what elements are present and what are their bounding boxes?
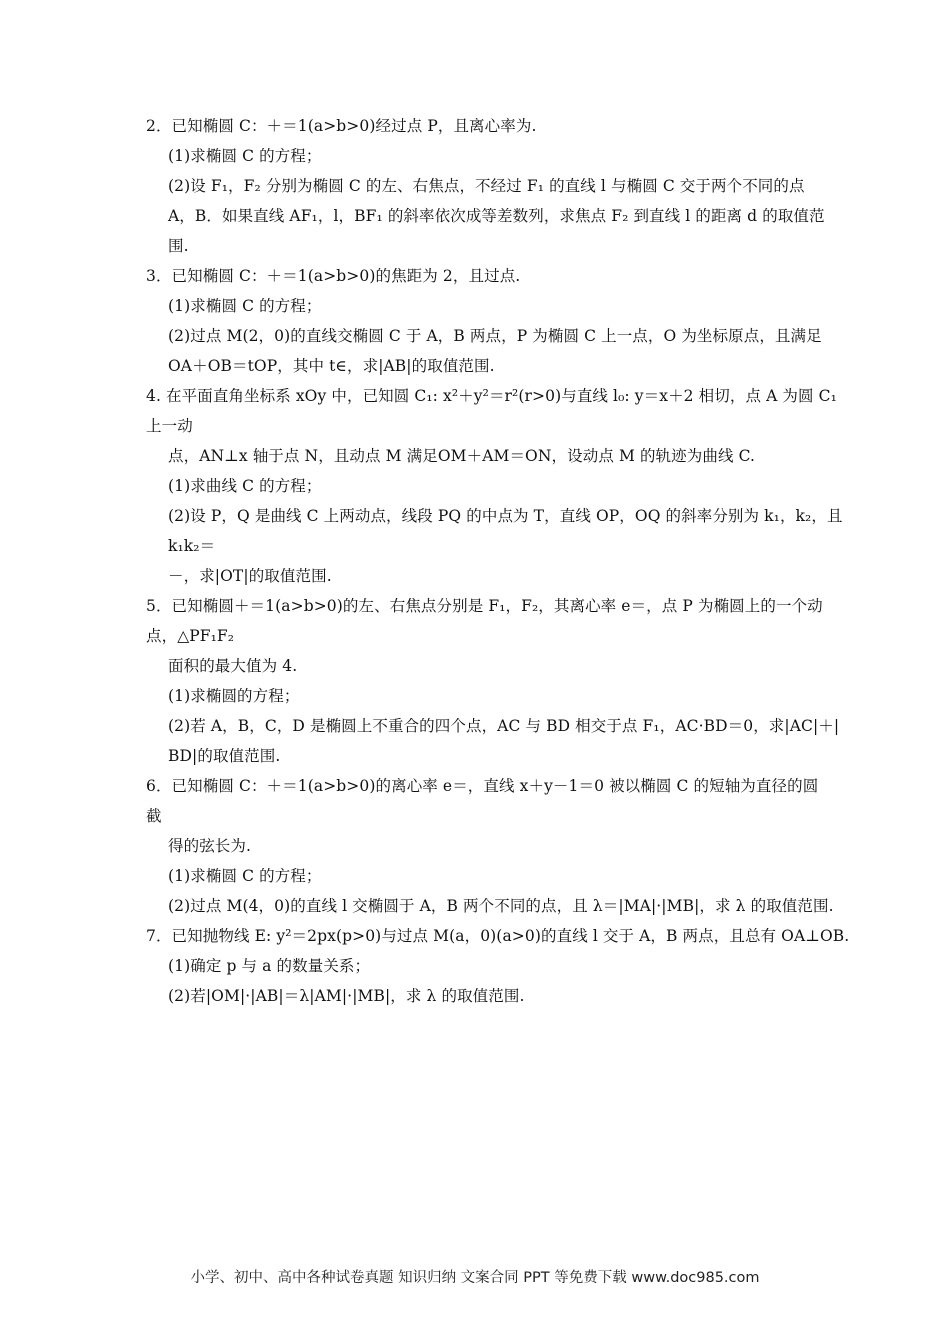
problem-5-stem-line-2: 点，△PF₁F₂ (146, 627, 235, 645)
problem-2-stem: 2．已知椭圆 C：＋＝1(a>b>0)经过点 P，且离心率为. (146, 117, 537, 135)
problem-5-stem-line-1: 5．已知椭圆＋＝1(a>b>0)的左、右焦点分别是 F₁，F₂，其离心率 e＝，点 P 为椭圆上的一个动 (146, 597, 823, 615)
problem-6-part-2: (2)过点 M(4，0)的直线 l 交椭圆于 A，B 两个不同的点，且 λ＝|MA|·|MB|，求 λ 的取值范围. (168, 897, 834, 915)
problem-6-stem-line-3: 得的弦长为. (168, 837, 252, 855)
problem-4-part-2-line-1: (2)设 P，Q 是曲线 C 上两动点，线段 PQ 的中点为 T，直线 OP，OQ 的斜率分别为 k₁，k₂，且 (168, 507, 843, 525)
problem-7-part-1: (1)确定 p 与 a 的数量关系； (168, 957, 371, 975)
problem-5-part-2-line-2: BD|的取值范围. (168, 747, 281, 765)
problem-2-part-2-line-1: (2)设 F₁，F₂ 分别为椭圆 C 的左、右焦点，不经过 F₁ 的直线 l 与椭圆 C 交于两个不同的点 (168, 177, 805, 195)
problem-2-part-2-line-3: 围. (168, 237, 189, 255)
problem-4-part-2-line-3: －，求|OT|的取值范围. (168, 567, 332, 585)
problem-2-part-2-line-2: A，B．如果直线 AF₁，l，BF₁ 的斜率依次成等差数列，求焦点 F₂ 到直线 l 的距离 d 的取值范 (168, 207, 825, 225)
problem-3-part-2-line-2: OA＋OB＝tOP，其中 t∈，求|AB|的取值范围. (168, 357, 495, 375)
problem-5-stem-line-3: 面积的最大值为 4. (168, 657, 298, 675)
problem-4-stem-line-2: 上一动 (146, 417, 193, 435)
problem-5-part-1: (1)求椭圆的方程； (168, 687, 300, 705)
problem-3-part-2-line-1: (2)过点 M(2，0)的直线交椭圆 C 于 A，B 两点，P 为椭圆 C 上一点，O 为坐标原点，且满足 (168, 327, 822, 345)
page-footer: 小学、初中、高中各种试卷真题 知识归纳 文案合同 PPT 等免费下载 www.doc985.com (190, 1270, 760, 1286)
problem-4-stem-line-1: 4. 在平面直角坐标系 xOy 中，已知圆 C₁: x²＋y²＝r²(r>0)与直线 l₀: y＝x＋2 相切，点 A 为圆 C₁ (146, 387, 837, 405)
problem-7-stem: 7．已知抛物线 E: y²＝2px(p>0)与过点 M(a，0)(a>0)的直线 l 交于 A，B 两点，且总有 OA⊥OB. (146, 927, 850, 945)
problem-6-part-1: (1)求椭圆 C 的方程； (168, 867, 322, 885)
problem-2-part-1: (1)求椭圆 C 的方程； (168, 147, 322, 165)
problem-list (146, 114, 850, 1014)
problem-5-part-2-line-1: (2)若 A，B，C，D 是椭圆上不重合的四个点，AC 与 BD 相交于点 F₁，AC·BD＝0，求|AC|＋| (168, 717, 840, 735)
problem-3-part-1: (1)求椭圆 C 的方程； (168, 297, 322, 315)
problem-4-part-1: (1)求曲线 C 的方程； (168, 477, 322, 495)
problem-6-stem-line-2: 截 (146, 807, 162, 825)
problem-3-stem: 3．已知椭圆 C：＋＝1(a>b>0)的焦距为 2，且过点. (146, 267, 521, 285)
problem-7-part-2: (2)若|OM|·|AB|＝λ|AM|·|MB|，求 λ 的取值范围. (168, 987, 525, 1005)
problem-6-stem-line-1: 6．已知椭圆 C：＋＝1(a>b>0)的离心率 e＝，直线 x＋y－1＝0 被以椭圆 C 的短轴为直径的圆 (146, 777, 819, 795)
problem-4-stem-line-3: 点，AN⊥x 轴于点 N，且动点 M 满足OM＋AM＝ON，设动点 M 的轨迹为曲线 C. (168, 447, 756, 465)
problem-4-part-2-line-2: k₁k₂＝ (168, 537, 216, 555)
